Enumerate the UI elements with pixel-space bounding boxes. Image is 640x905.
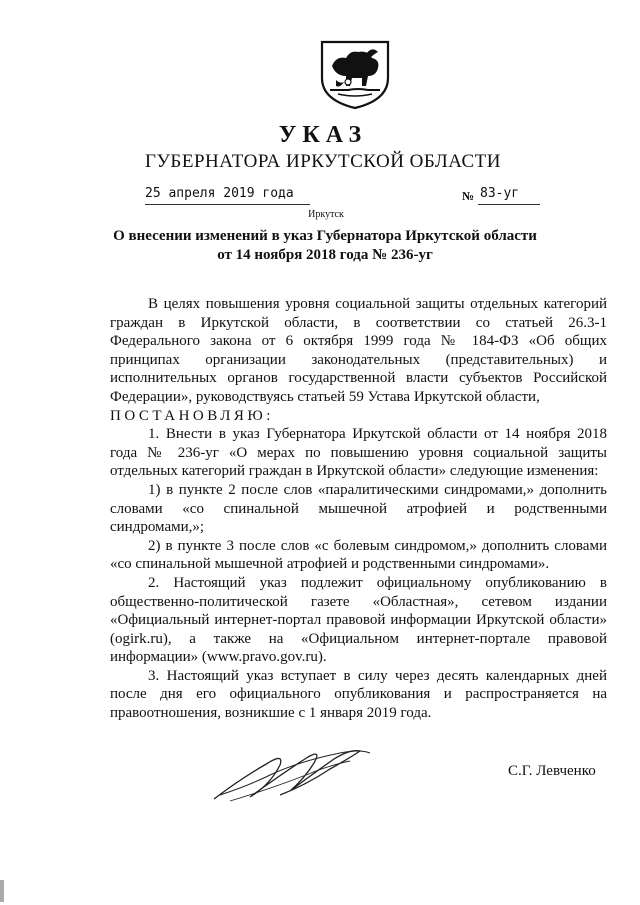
item-1-paragraph: 1. Внести в указ Губернатора Иркутской области от 14 ноября 2018 года № 236-уг «О мерах по повышению уровня социальной защиты отдельных категорий граждан в Иркутской области» следующие изменения:	[110, 426, 607, 480]
item-1-1-paragraph: 1) в пункте 2 после слов «паралитическими синдромами,» дополнить словами «со спинальной мышечной атрофией и родственными синдромами,»;	[110, 481, 607, 536]
item-2-paragraph: 2. Настоящий указ подлежит официальному опубликованию в общественно-политической газете «Областная», сетевом издании «Официальный интернет-портал правовой информации Иркутской области» (ogirk.ru), а также на «Официальном интернет-портале правовой информации» (www.pravo.gov.ru).	[110, 574, 607, 666]
document-title: УКАЗ	[278, 122, 368, 148]
document-number: 83-уг	[478, 186, 540, 205]
item-1-2-paragraph: 2) в пункте 3 после слов «с болевым синдромом,» дополнить словами «со спинальной мышечной атрофией и родственными синдромами».	[110, 537, 607, 573]
document-body	[110, 295, 607, 723]
document-city: Иркутск	[308, 209, 344, 220]
decree-word: ПОСТАНОВЛЯЮ:	[110, 407, 274, 424]
scan-edge-mark	[0, 880, 4, 902]
intro-paragraph: В целях повышения уровня социальной защиты отдельных категорий граждан в Иркутской области, в соответствии со статьей 26.3-1 Федерального закона от 6 октября 1999 года № 184-ФЗ «Об общих принципах организации законодательных (представительных) и исполнительных органов государственной власти субъектов Российской Федерации», руководствуясь статьей 59 Устава Иркутской области,	[110, 296, 607, 405]
document-heading-line1: О внесении изменений в указ Губернатора Иркутской области	[113, 228, 537, 244]
signer-name: С.Г. Левченко	[508, 763, 596, 779]
item-3-paragraph: 3. Настоящий указ вступает в силу через десять календарных дней после дня его официального опубликования и распространяется на правоотношения, возникшие с 1 января 2019 года.	[110, 667, 607, 722]
document-date: 25 апреля 2019 года	[145, 186, 310, 205]
document-heading-line2: от 14 ноября 2018 года № 236-уг	[217, 247, 433, 263]
coat-of-arms-icon	[318, 38, 392, 110]
handwritten-signature	[210, 745, 375, 803]
number-sign: №	[462, 189, 475, 203]
document-issuer: ГУБЕРНАТОРА ИРКУТСКОЙ ОБЛАСТИ	[145, 151, 501, 172]
